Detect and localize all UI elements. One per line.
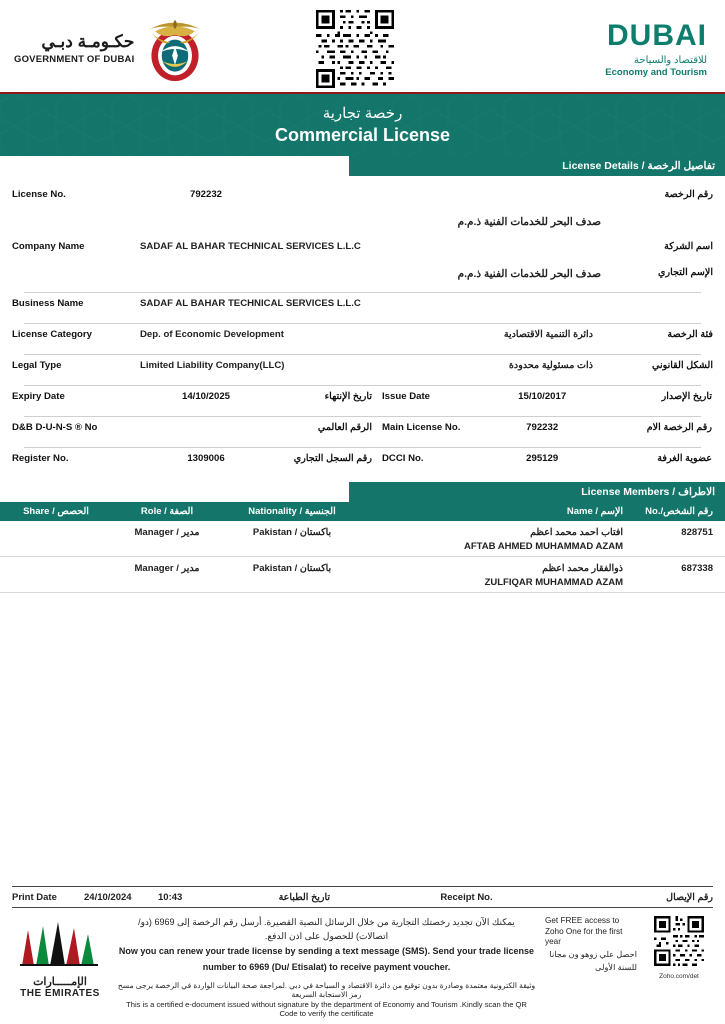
license-details-section-header <box>0 156 725 176</box>
receipt-no-label: Receipt No. <box>440 891 493 903</box>
register-no-value: 1309006 <box>187 453 225 464</box>
qr-code-icon[interactable] <box>654 916 704 966</box>
trade-name-ar-value: صدف البحر للخدمات الفنية ذ.م.م <box>457 268 601 280</box>
notice-ar-line1: يمكنك الآن تجديد رخصتك التجارية من خلال الرسائل النصية القصيرة. أرسل رقم الرخصة إلى 6969 (دو/ <box>138 917 515 927</box>
row-company-name <box>12 238 713 264</box>
zoho-promo-text <box>545 914 637 973</box>
disclaimer-en: This is a certified e-document issued without signature by the department of Economy and Tourism .Kindly scan the QR Code to verify the certificate <box>126 1000 527 1018</box>
row-company-name-ar <box>12 212 713 238</box>
register-no-label-en: Register No. <box>12 453 69 464</box>
dcci-no-value: 295129 <box>526 453 559 464</box>
company-name-label-en: Company Name <box>12 241 85 252</box>
emirates-label-ar: الإمـــــارات <box>33 976 87 988</box>
member-name-ar: ذوالفقار محمد اعظم <box>542 563 623 574</box>
company-name-value: SADAF AL BAHAR TECHNICAL SERVICES L.L.C <box>140 241 361 252</box>
row-license-no <box>12 186 713 212</box>
issue-date-label-ar: تاريخ الإصدار <box>661 391 712 402</box>
duns-label-en: D&B D-U-N-S ® No <box>12 422 98 433</box>
member-name <box>362 563 633 588</box>
government-of-dubai-block <box>14 14 229 84</box>
license-no-label-en: License No. <box>12 189 66 200</box>
qr-code-icon <box>316 10 394 88</box>
document-whitespace <box>0 593 725 843</box>
main-license-no-value: 792232 <box>526 422 559 433</box>
row-expiry-issue <box>12 388 713 414</box>
expiry-date-value: 14/10/2025 <box>181 391 230 402</box>
column-header-id: No./رقم الشخص <box>645 506 713 517</box>
company-name-ar-value: صدف البحر للخدمات الفنية ذ.م.م <box>457 216 601 228</box>
license-details-section-title: License Details / تفاصيل الرخصة <box>349 156 725 176</box>
divider-1 <box>24 292 701 293</box>
zoho-url-label[interactable]: Zoho.com/det <box>659 973 699 980</box>
license-category-value-ar: دائرة التنمية الاقتصادية <box>503 329 593 340</box>
zoho-en-line2: Zoho One for the first <box>545 926 623 936</box>
divider-3 <box>24 354 701 355</box>
members-table-body <box>0 521 725 593</box>
section-header-spacer <box>0 156 349 176</box>
dubai-economy-tourism-logo <box>481 18 711 78</box>
member-role: Manager / مدير <box>134 527 200 538</box>
issue-date-label-en: Issue Date <box>382 391 430 402</box>
member-name-en: ZULFIQAR MUHAMMAD AZAM <box>484 577 623 588</box>
license-title-ar: رخصة تجارية <box>322 105 403 122</box>
legal-type-value-ar: ذات مسئولية محدودة <box>508 360 593 371</box>
divider-2 <box>24 323 701 324</box>
company-name-label-ar <box>603 212 713 218</box>
notice-en-line1: Now you can renew your trade license by sending a text message (SMS). Send your trade license <box>118 946 535 956</box>
license-category-label-ar: فئة الرخصة <box>667 329 713 340</box>
row-trade-name-ar <box>12 264 713 290</box>
zoho-qr-block[interactable] <box>645 914 713 980</box>
verification-qr-wrap <box>229 10 481 88</box>
member-name <box>362 527 633 552</box>
expiry-date-label-en: Expiry Date <box>12 391 65 402</box>
column-header-nationality: Nationality / الجنسية <box>248 506 336 517</box>
disclaimer-ar: وثيقة الكترونية معتمدة وصادرة بدون توقيع من دائرة الاقتصاد و السياحة في دبي .لمراجعة صحة البيانات الواردة في الرخصة يرجى مسح رمز الاستجابة السريعة <box>117 981 536 999</box>
notice-en-line2: number to 6969 (Du/ Etisalat) to receive payment voucher. <box>202 961 451 972</box>
license-no-value: 792232 <box>189 189 222 200</box>
document-footer <box>0 886 725 1024</box>
divider-4 <box>24 385 701 386</box>
legal-type-label-en: Legal Type <box>12 360 62 371</box>
divider-5 <box>24 416 701 417</box>
license-no-label-ar: رقم الرخصة <box>664 189 713 200</box>
dcci-no-label-ar: عضوية الغرفة <box>657 453 712 464</box>
member-nationality: Pakistan / باكستان <box>252 527 332 538</box>
register-no-label-ar: رقم السجل التجاري <box>293 453 372 464</box>
main-license-no-label-en: Main License No. <box>382 422 461 433</box>
duns-label-ar: الرقم العالمي <box>317 422 372 433</box>
government-ar-label: حكـومـة دبـي <box>41 32 135 52</box>
government-of-dubai-text <box>14 32 134 65</box>
zoho-ar-line2: للسنة الأولى <box>595 962 637 972</box>
company-name-label-ar2: اسم الشركة <box>664 241 713 252</box>
print-time-value: 10:43 <box>158 891 183 903</box>
license-category-label-en: License Category <box>12 329 92 340</box>
dcci-no-label-en: DCCI No. <box>382 453 424 464</box>
main-license-no-label-ar: رقم الرخصة الام <box>646 422 712 433</box>
print-date-label: Print Date <box>12 891 57 903</box>
sms-renewal-notice <box>116 914 537 1018</box>
member-role: Manager / مدير <box>134 563 200 574</box>
row-register-dcci <box>12 450 713 476</box>
duns-value <box>140 419 272 438</box>
footer-main <box>0 908 725 1024</box>
print-info-row <box>12 886 713 908</box>
license-title-en: Commercial License <box>274 125 451 145</box>
row-license-category <box>12 326 713 352</box>
legal-type-label-ar: الشكل القانوني <box>651 360 713 371</box>
issue-date-value: 15/10/2017 <box>518 391 567 402</box>
member-name-en: AFTAB AHMED MUHAMMAD AZAM <box>463 541 623 552</box>
business-name-label-en: Business Name <box>12 298 84 309</box>
uae-flag-emblem-icon <box>16 920 104 968</box>
members-table-header <box>0 502 725 521</box>
license-members-section-header <box>0 482 725 502</box>
dubai-government-crest-icon <box>142 14 208 84</box>
dubai-wordmark: DUBAI <box>607 18 707 52</box>
zoho-en-line1: Get FREE access to <box>545 916 620 925</box>
notice-ar-line2: اتصالات) للحصول على اذن الدفع. <box>264 930 389 941</box>
dubai-ar-subtitle: للاقتصاد والسياحة <box>634 54 707 66</box>
member-name-ar: افتاب احمد محمد اعظم <box>530 527 623 538</box>
zoho-en-line3: year <box>545 937 561 947</box>
emirates-flag-block <box>12 914 108 999</box>
column-header-role: Role / الصفة <box>140 506 194 517</box>
license-category-value: Dep. of Economic Development <box>140 329 284 340</box>
license-members-section-title: License Members / الاطراف <box>349 482 725 502</box>
trade-name-label-ar: الإسم التجاري <box>658 267 713 278</box>
row-legal-type <box>12 357 713 383</box>
member-id: 828751 <box>681 527 713 538</box>
row-duns-mainlicense <box>12 419 713 445</box>
column-header-share: Share / الحصص <box>23 506 89 517</box>
members-header-spacer <box>0 482 349 502</box>
print-date-label-ar: تاريخ الطباعة <box>278 891 330 903</box>
column-header-name: Name / الإسم <box>566 506 623 517</box>
expiry-date-label-ar: تاريخ الإنتهاء <box>324 391 372 402</box>
document-header <box>0 0 725 92</box>
receipt-no-label-ar: رقم الإيصال <box>666 891 713 903</box>
dubai-en-subtitle: Economy and Tourism <box>605 66 707 78</box>
license-details-body <box>0 176 725 482</box>
print-date-value: 24/10/2024 <box>84 891 132 903</box>
zoho-ar-line1: احصل علي زوهو ون مجانا <box>549 949 637 959</box>
member-id: 687338 <box>681 563 713 574</box>
row-business-name <box>12 295 713 321</box>
table-row <box>0 521 725 557</box>
government-en-label: GOVERNMENT OF DUBAI <box>14 53 135 65</box>
divider-6 <box>24 447 701 448</box>
member-nationality: Pakistan / باكستان <box>252 563 332 574</box>
legal-type-value: Limited Liability Company(LLC) <box>140 360 285 371</box>
table-row <box>0 557 725 593</box>
emirates-label-en: THE EMIRATES <box>20 988 100 999</box>
business-name-value: SADAF AL BAHAR TECHNICAL SERVICES L.L.C <box>140 298 361 309</box>
title-band <box>0 94 725 156</box>
